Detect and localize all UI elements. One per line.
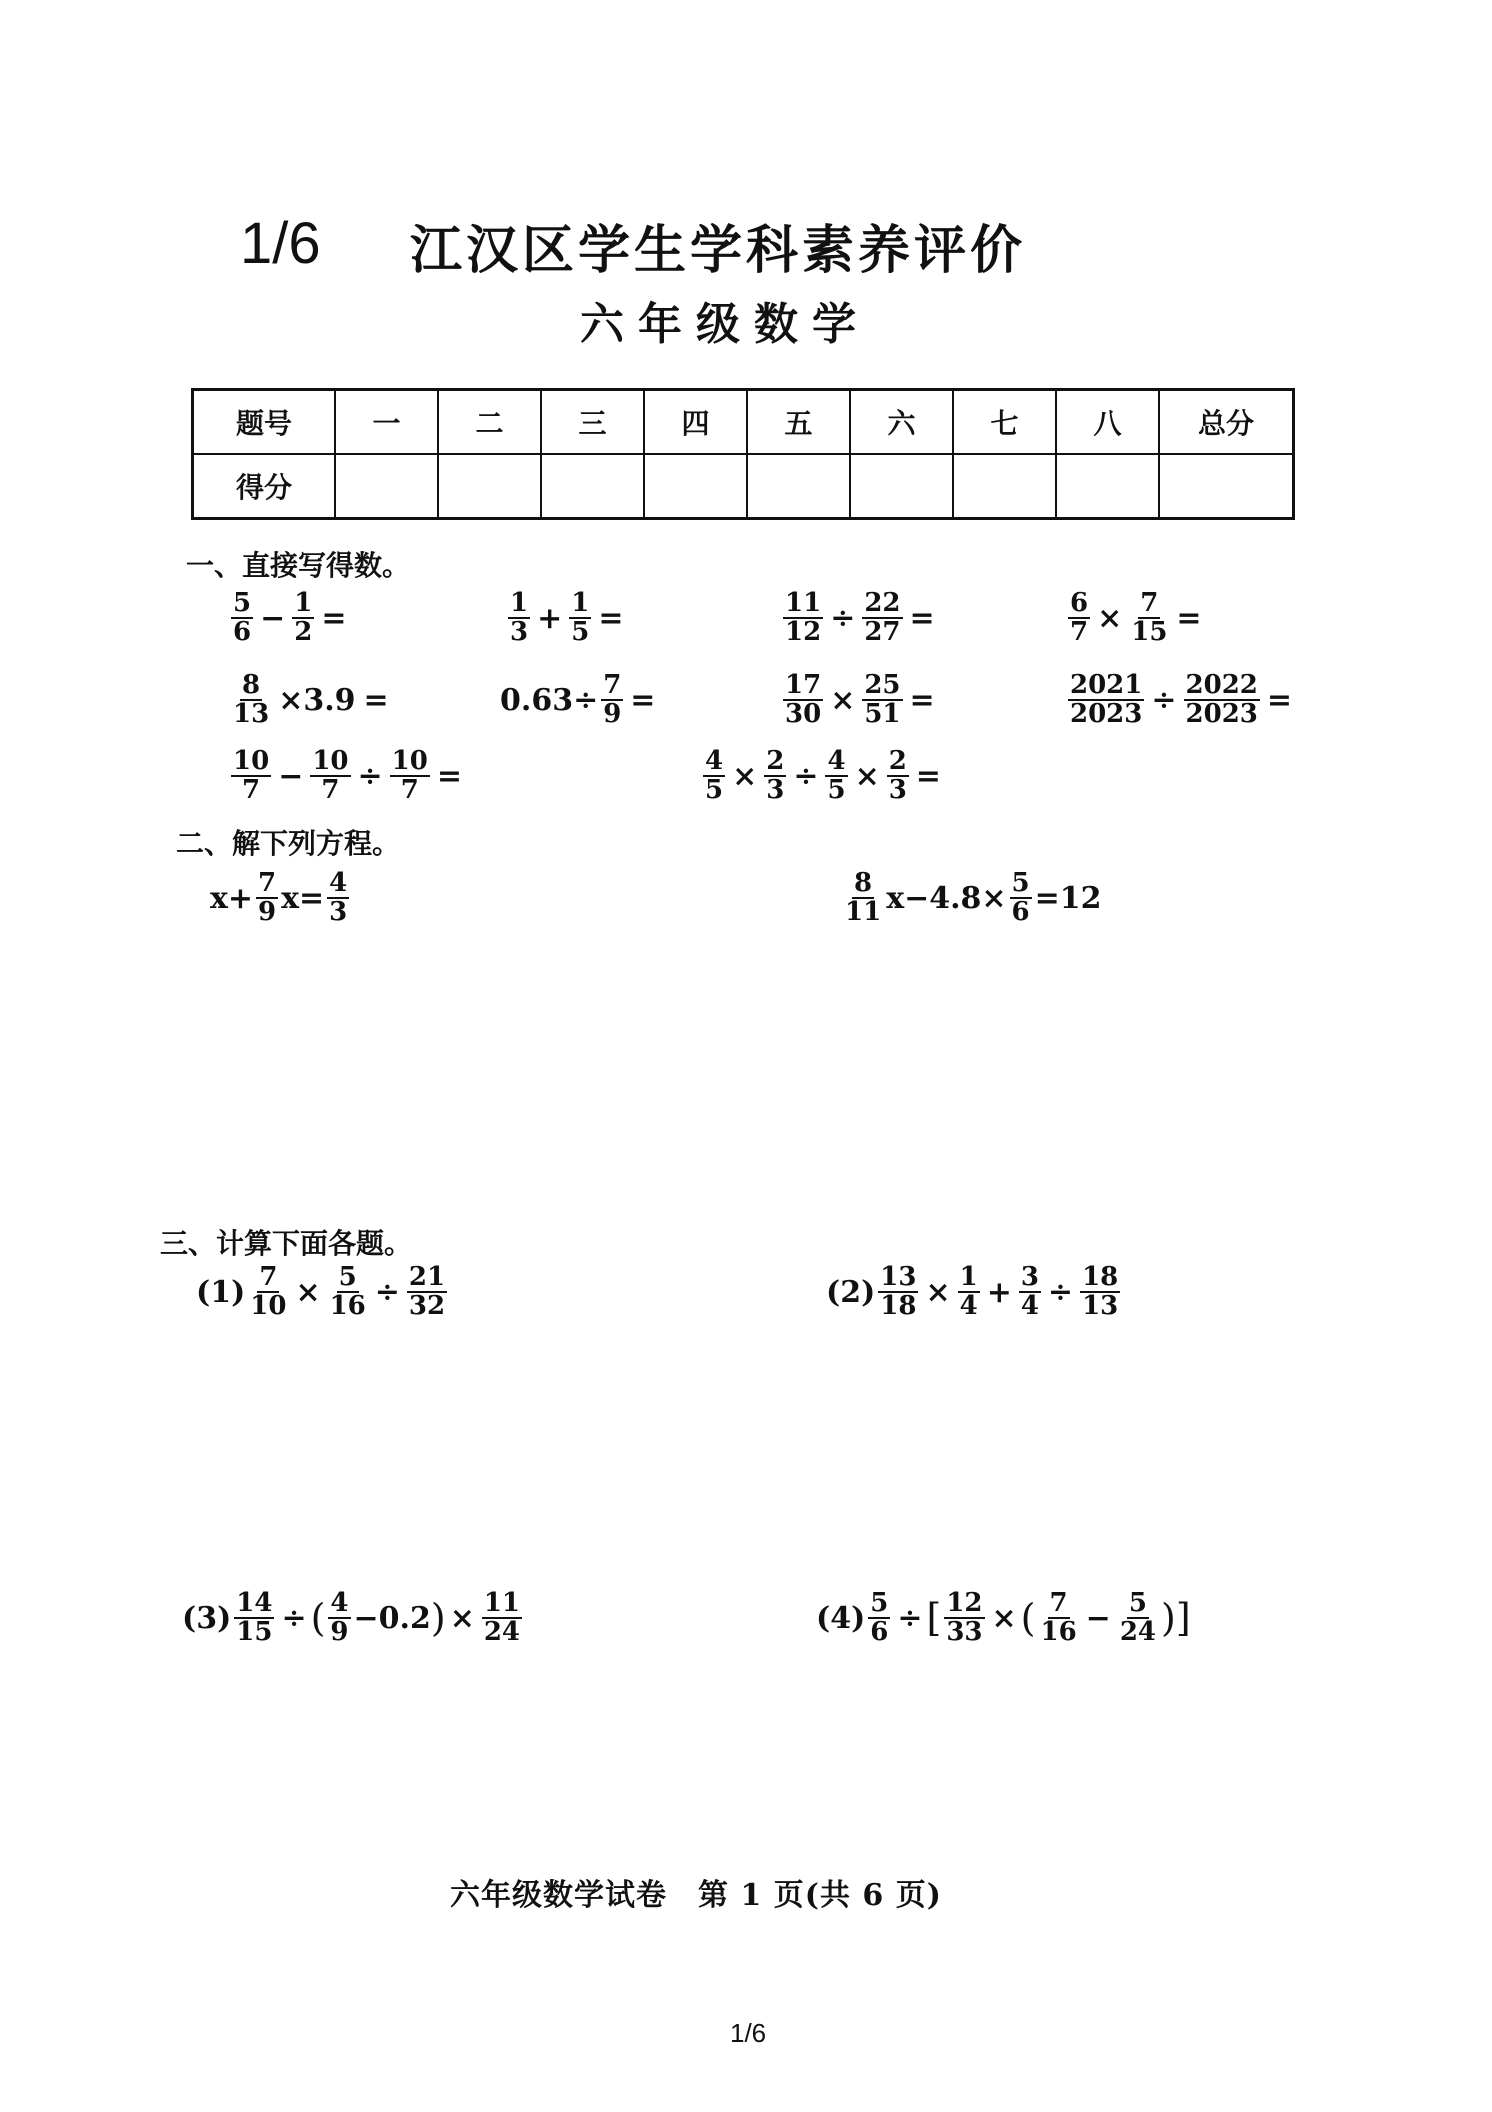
problem-1-6: 0.63÷ $\frac{7}{9}$ = — [500, 670, 656, 730]
section1-heading: 一、直接写得数。 — [186, 549, 411, 582]
calc-problem-2: (2) $\frac{13}{18}$ × $\frac{1}{4}$ + $\frac{3}{4}$ ÷ $\frac{18}{13}$ — [826, 1262, 1119, 1322]
table-cell: 总分 — [1159, 390, 1294, 455]
table-cell: 题号 — [193, 390, 336, 455]
calc-problem-3: (3) $\frac{14}{15}$ ÷ ( $\frac{4}{9}$ −0.2 ) × $\frac{11}{24}$ — [182, 1588, 521, 1648]
score-table — [191, 388, 1295, 520]
score-input-cell[interactable] — [335, 454, 438, 519]
exam-subtitle: 六年级数学 — [580, 299, 870, 350]
problem-1-2: $\frac{1}{3}$ + $\frac{1}{5}$ = — [510, 588, 624, 648]
equation-2: $\frac{8}{11}$ x−4.8× $\frac{5}{6}$ =12 — [845, 868, 1102, 928]
page-indicator: 1/6 — [240, 211, 321, 276]
table-cell: 八 — [1056, 390, 1159, 455]
score-input-cell[interactable] — [1056, 454, 1159, 519]
problem-1-8: $\frac{2021}{2023}$ ÷ $\frac{2022}{2023}$ = — [1070, 670, 1293, 730]
score-input-cell[interactable] — [850, 454, 953, 519]
score-input-cell[interactable] — [1159, 454, 1294, 519]
table-cell: 五 — [747, 390, 850, 455]
score-input-cell[interactable] — [438, 454, 541, 519]
calc-problem-1: (1) $\frac{7}{10}$ × $\frac{5}{16}$ ÷ $\frac{21}{32}$ — [196, 1262, 446, 1322]
score-input-cell[interactable] — [953, 454, 1056, 519]
score-input-cell[interactable] — [541, 454, 644, 519]
problem-1-5: $\frac{8}{13}$ ×3.9 = — [233, 670, 389, 730]
score-table-header-row — [193, 390, 1294, 455]
problem-1-4: $\frac{6}{7}$ × $\frac{7}{15}$ = — [1070, 588, 1202, 648]
table-cell: 二 — [438, 390, 541, 455]
problem-1-1: $\frac{5}{6}$ − $\frac{1}{2}$ = — [233, 588, 347, 648]
exam-title: 江汉区学生学科素养评价 — [410, 220, 1027, 281]
equation-1: x+ $\frac{7}{9}$ x= $\frac{4}{3}$ — [210, 868, 348, 928]
score-table-score-row — [193, 454, 1294, 519]
problem-1-9: $\frac{10}{7}$ − $\frac{10}{7}$ ÷ $\frac{10}{7}$ = — [233, 746, 462, 806]
table-cell: 七 — [953, 390, 1056, 455]
table-cell: 六 — [850, 390, 953, 455]
problem-1-7: $\frac{17}{30}$ × $\frac{25}{51}$ = — [785, 670, 935, 730]
table-cell: 三 — [541, 390, 644, 455]
section3-heading: 三、计算下面各题。 — [160, 1227, 413, 1260]
problem-1-10: $\frac{4}{5}$ × $\frac{2}{3}$ ÷ $\frac{4}{5}$ × $\frac{2}{3}$ = — [705, 746, 941, 806]
footer-page-info: 六年级数学试卷 第 1 页(共 6 页) — [450, 1878, 942, 1913]
table-cell: 一 — [335, 390, 438, 455]
problem-1-3: $\frac{11}{12}$ ÷ $\frac{22}{27}$ = — [785, 588, 935, 648]
table-cell: 四 — [644, 390, 747, 455]
calc-problem-4: (4) $\frac{5}{6}$ ÷ [ $\frac{12}{33}$ × ( $\frac{7}{16}$ − $\frac{5}{24}$ ) ] — [816, 1588, 1191, 1648]
score-input-cell[interactable] — [747, 454, 850, 519]
table-cell: 得分 — [193, 454, 336, 519]
page-number: 1/6 — [730, 2018, 767, 2048]
section2-heading: 二、解下列方程。 — [176, 827, 401, 860]
score-input-cell[interactable] — [644, 454, 747, 519]
